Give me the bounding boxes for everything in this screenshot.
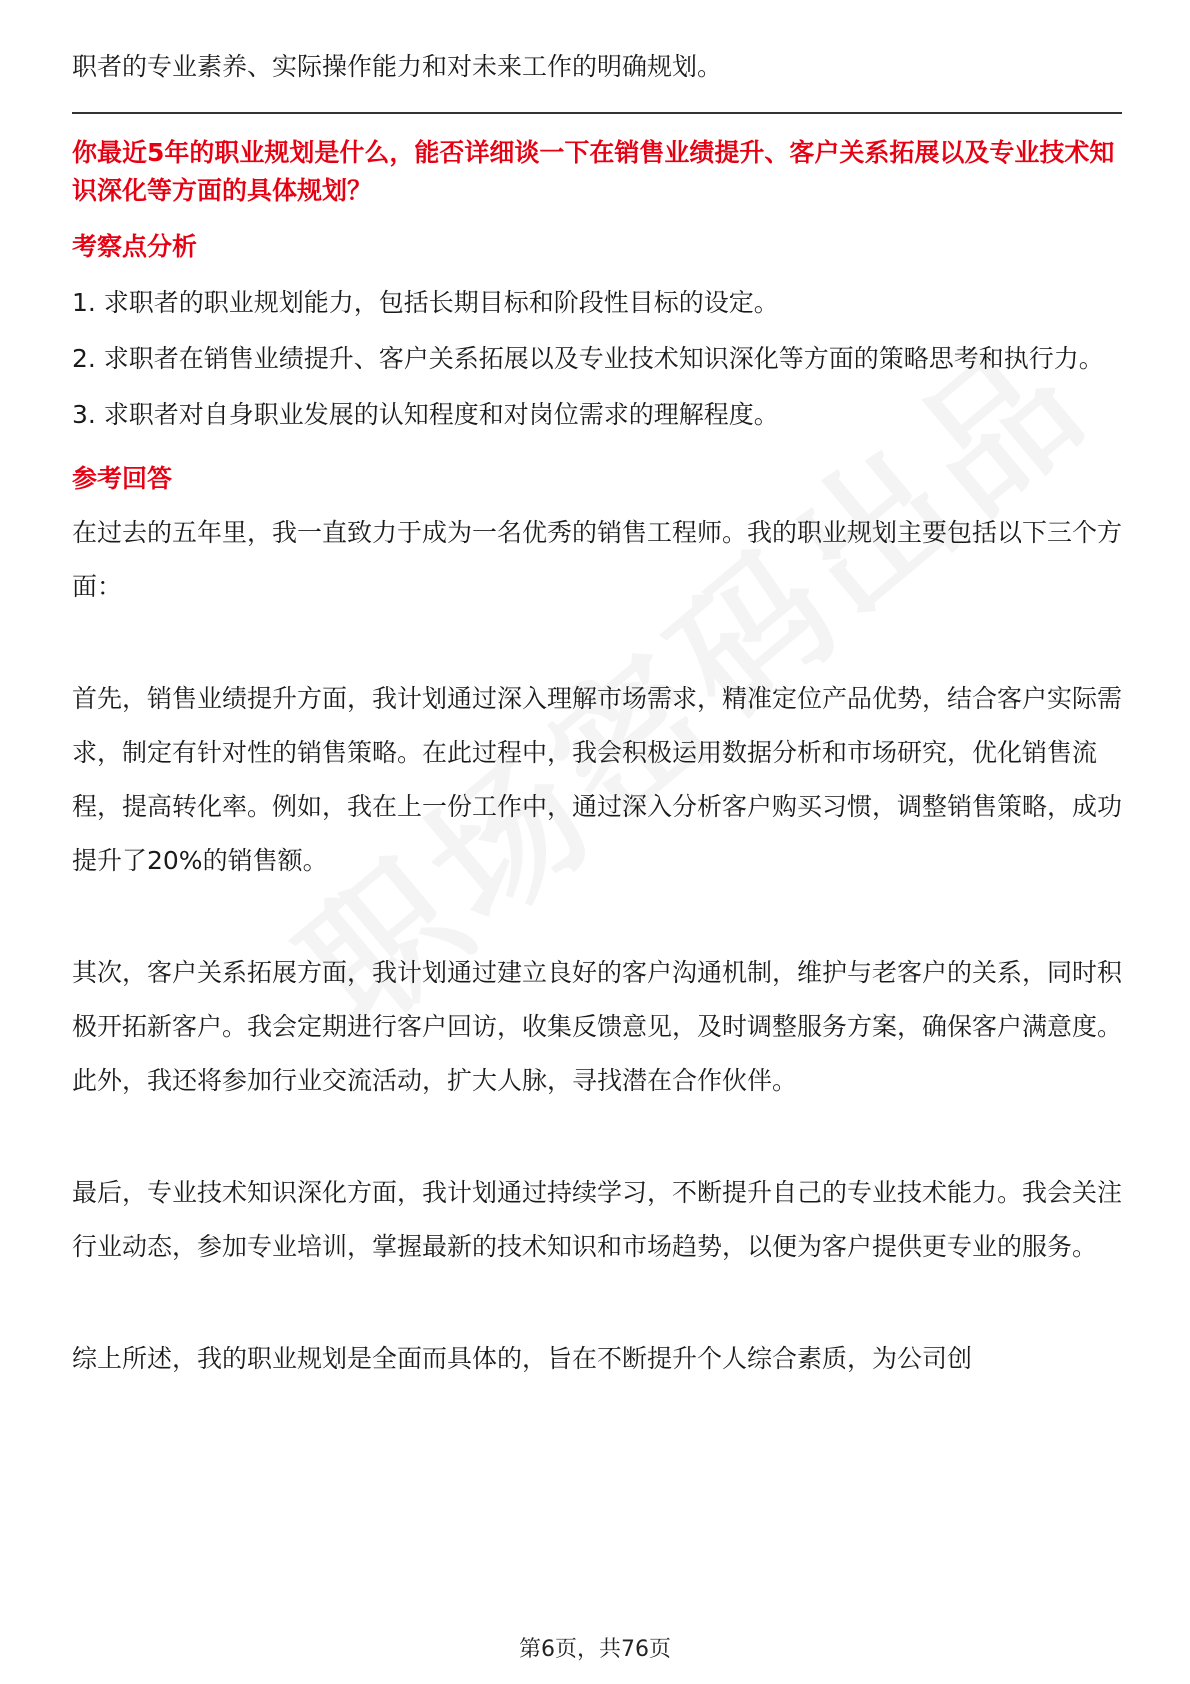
- question-heading: 你最近5年的职业规划是什么，能否详细谈一下在销售业绩提升、客户关系拓展以及专业技术知识深化等方面的具体规划？: [72, 138, 1115, 205]
- answer-paragraph: 首先，销售业绩提升方面，我计划通过深入理解市场需求，精准定位产品优势，结合客户实际需求，制定有针对性的销售策略。在此过程中，我会积极运用数据分析和市场研究，优化销售流程，提高转化率。例如，我在上一份工作中，通过深入分析客户购买习惯，调整销售策略，成功提升了20%的销售额。: [72, 684, 1123, 875]
- intro-tail: 职者的专业素养、实际操作能力和对未来工作的明确规划。: [72, 52, 723, 81]
- answer-title: 参考回答: [72, 464, 173, 493]
- page-content: [72, 50, 1122, 1386]
- analysis-item: 1. 求职者的职业规划能力，包括长期目标和阶段性目标的设定。: [72, 288, 779, 317]
- answer-paragraph: 在过去的五年里，我一直致力于成为一名优秀的销售工程师。我的职业规划主要包括以下三个方面：: [72, 518, 1123, 601]
- answer-paragraph: 最后，专业技术知识深化方面，我计划通过持续学习，不断提升自己的专业技术能力。我会关注行业动态，参加专业培训，掌握最新的技术知识和市场趋势，以便为客户提供更专业的服务。: [72, 1178, 1123, 1261]
- analysis-item: 2. 求职者在销售业绩提升、客户关系拓展以及专业技术知识深化等方面的策略思考和执行力。: [72, 344, 1104, 373]
- blank-line: [72, 1108, 1122, 1166]
- blank-line: [72, 1274, 1122, 1332]
- page-footer: 第6页，共76页: [519, 1637, 671, 1662]
- blank-line: [72, 614, 1122, 672]
- blank-line: [72, 888, 1122, 946]
- answer-paragraph: 综上所述，我的职业规划是全面而具体的，旨在不断提升个人综合素质，为公司创: [72, 1344, 973, 1373]
- analysis-title: 考察点分析: [72, 232, 198, 261]
- divider: [72, 112, 1122, 114]
- analysis-item: 3. 求职者对自身职业发展的认知程度和对岗位需求的理解程度。: [72, 400, 779, 429]
- answer-paragraph: 其次，客户关系拓展方面，我计划通过建立良好的客户沟通机制，维护与老客户的关系，同时积极开拓新客户。我会定期进行客户回访，收集反馈意见，及时调整服务方案，确保客户满意度。此外，我还将参加行业交流活动，扩大人脉，寻找潜在合作伙伴。: [72, 958, 1123, 1095]
